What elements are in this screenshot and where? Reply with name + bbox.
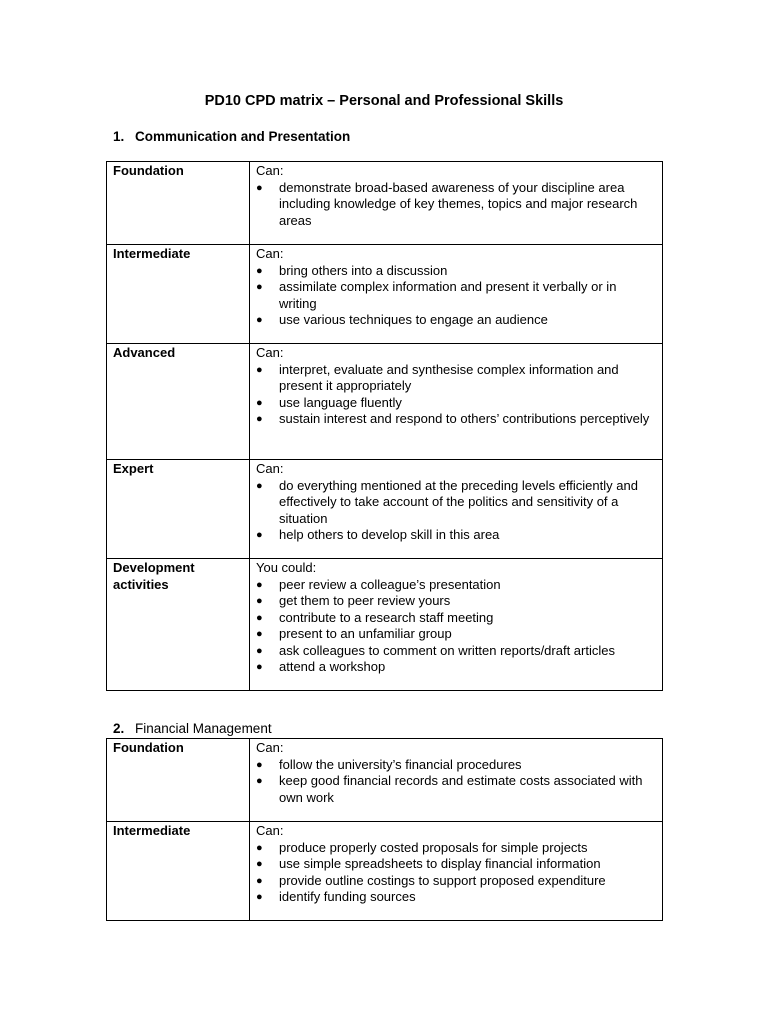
list-item — [256, 626, 656, 643]
bullet-icon: ● — [256, 479, 263, 492]
list-item — [256, 312, 656, 329]
level-description — [250, 344, 663, 460]
bullet-icon: ● — [256, 628, 263, 640]
list-item — [256, 577, 656, 594]
bullet-icon: ● — [256, 841, 263, 854]
list-item — [256, 773, 656, 806]
bullet-icon: ● — [256, 611, 263, 624]
list-item-text: demonstrate broad-based awareness of your discipline area including knowledge of key themes, topics and major research areas — [279, 179, 638, 228]
bullet-icon: ● — [256, 363, 263, 376]
description-intro: Can: — [256, 246, 284, 261]
bullet-icon: ● — [256, 281, 263, 293]
bullet-list — [256, 180, 656, 230]
bullet-icon: ● — [256, 661, 263, 673]
matrix-row — [107, 739, 663, 822]
description-intro: Can: — [256, 345, 284, 360]
description-intro: You could: — [256, 560, 317, 575]
list-item — [256, 889, 656, 906]
bullet-list — [256, 577, 656, 676]
bullet-list — [256, 263, 656, 329]
bullet-icon: ● — [256, 181, 263, 194]
list-item-text: sustain interest and respond to others’ contributions perceptively — [279, 411, 650, 426]
level-label: Intermediate — [107, 245, 250, 344]
list-item — [256, 593, 656, 610]
list-item — [256, 279, 656, 312]
list-item-text: help others to develop skill in this area — [279, 527, 500, 542]
level-description — [250, 460, 663, 559]
bullet-icon: ● — [256, 595, 263, 607]
list-item — [256, 659, 656, 676]
section-heading-communication — [113, 129, 350, 144]
list-item-text: produce properly costed proposals for simple projects — [279, 839, 588, 855]
list-item-text: provide outline costings to support proposed expenditure — [279, 872, 606, 888]
list-item — [256, 527, 656, 544]
list-item-text: present to an unfamiliar group — [279, 626, 452, 641]
description-intro: Can: — [256, 823, 284, 838]
list-item-text: follow the university’s financial procedures — [279, 756, 522, 772]
bullet-icon: ● — [256, 529, 263, 541]
list-item — [256, 873, 656, 890]
bullet-list — [256, 362, 656, 428]
list-item — [256, 362, 656, 395]
list-item-text: attend a workshop — [279, 659, 386, 674]
level-label: Advanced — [107, 344, 250, 460]
list-item-text: assimilate complex information and present it verbally or in writing — [279, 279, 617, 311]
section-title: Financial Management — [135, 721, 272, 736]
list-item-text: use various techniques to engage an audience — [279, 312, 548, 327]
level-label: Foundation — [107, 739, 250, 822]
list-item-text: ask colleagues to comment on written reports/draft articles — [279, 642, 615, 658]
bullet-icon: ● — [256, 413, 263, 425]
list-item-text: peer review a colleague’s presentation — [279, 576, 501, 592]
list-item — [256, 856, 656, 873]
list-item-text: keep good financial records and estimate costs associated with own work — [279, 773, 643, 805]
page-title: PD10 CPD matrix – Personal and Professional Skills — [204, 93, 564, 109]
level-label: Foundation — [107, 162, 250, 245]
description-intro: Can: — [256, 163, 284, 178]
list-item-text: use simple spreadsheets to display financial information — [279, 856, 601, 871]
section-heading-financial — [113, 721, 272, 736]
bullet-icon: ● — [256, 891, 263, 903]
section-number: 1. — [113, 129, 125, 144]
bullet-icon: ● — [256, 644, 263, 657]
list-item-text: get them to peer review yours — [279, 593, 451, 608]
list-item-text: do everything mentioned at the preceding levels efficiently and effectively to take account of the politics and sensitivity of a situation — [279, 477, 638, 526]
level-description — [250, 245, 663, 344]
bullet-icon: ● — [256, 775, 263, 787]
matrix-row — [107, 559, 663, 691]
financial-matrix-table — [106, 738, 663, 921]
list-item — [256, 180, 656, 230]
list-item — [256, 263, 656, 280]
list-item — [256, 840, 656, 857]
matrix-row — [107, 822, 663, 921]
list-item-text: identify funding sources — [279, 889, 416, 904]
list-item — [256, 757, 656, 774]
list-item — [256, 610, 656, 627]
list-item-text: bring others into a discussion — [279, 262, 448, 278]
level-label: Expert — [107, 460, 250, 559]
list-item-text: contribute to a research staff meeting — [279, 609, 494, 625]
list-item-text: use language fluently — [279, 394, 402, 410]
matrix-row — [107, 162, 663, 245]
list-item — [256, 395, 656, 412]
list-item — [256, 478, 656, 528]
matrix-row — [107, 344, 663, 460]
level-description — [250, 162, 663, 245]
bullet-icon: ● — [256, 314, 263, 326]
bullet-icon: ● — [256, 758, 263, 771]
description-intro: Can: — [256, 461, 284, 476]
bullet-list — [256, 478, 656, 544]
bullet-list — [256, 840, 656, 906]
bullet-icon: ● — [256, 264, 263, 277]
level-label: Development activities — [107, 559, 250, 691]
list-item — [256, 643, 656, 660]
list-item-text: interpret, evaluate and synthesise complex information and present it appropriately — [279, 361, 619, 393]
bullet-icon: ● — [256, 396, 263, 409]
section-title: Communication and Presentation — [135, 129, 351, 144]
communication-matrix-table — [106, 161, 663, 691]
level-description — [250, 739, 663, 822]
level-description — [250, 559, 663, 691]
level-label: Intermediate — [107, 822, 250, 921]
bullet-icon: ● — [256, 874, 263, 887]
level-description — [250, 822, 663, 921]
bullet-list — [256, 757, 656, 807]
matrix-row — [107, 460, 663, 559]
section-number: 2. — [113, 721, 125, 736]
description-intro: Can: — [256, 740, 284, 755]
bullet-icon: ● — [256, 578, 263, 591]
matrix-row — [107, 245, 663, 344]
list-item — [256, 411, 656, 428]
bullet-icon: ● — [256, 858, 263, 870]
